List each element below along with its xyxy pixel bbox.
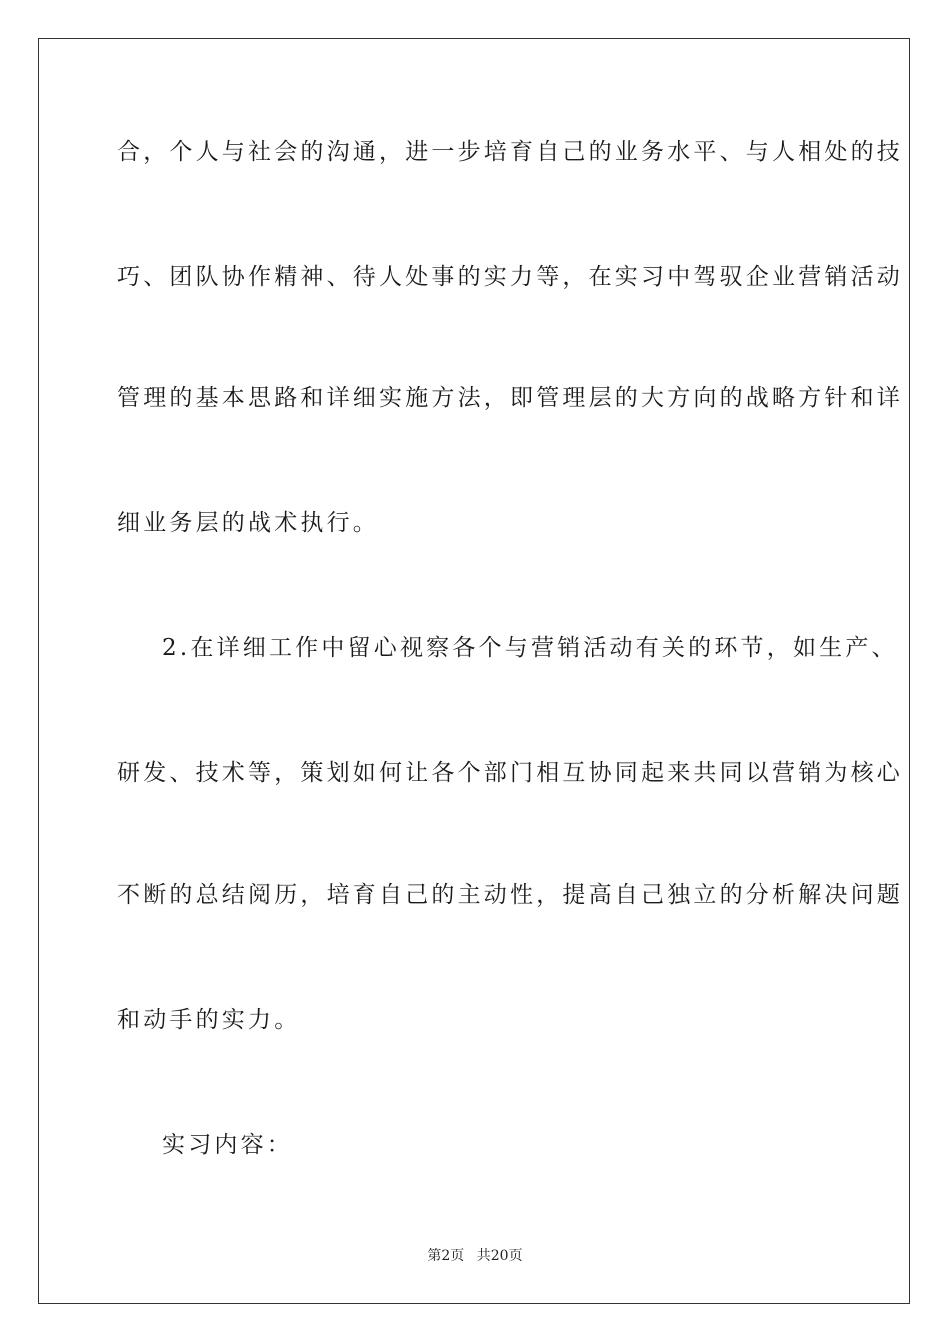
paragraph-line: 研发、技术等，策划如何让各个部门相互协同起来共同以营销为核心 bbox=[117, 760, 903, 786]
paragraph-line: 管理的基本思路和详细实施方法，即管理层的大方向的战略方针和详 bbox=[117, 385, 903, 411]
page-number: 第2页 bbox=[427, 1248, 465, 1264]
paragraph-line: 和动手的实力。 bbox=[117, 1007, 301, 1033]
page-footer bbox=[0, 1246, 950, 1266]
paragraph-line: 细业务层的战术执行。 bbox=[117, 510, 379, 536]
section-heading: 实习内容： bbox=[162, 1132, 293, 1158]
page-border bbox=[38, 38, 910, 1304]
paragraph-line: 2.在详细工作中留心视察各个与营销活动有关的环节，如生产、 bbox=[162, 635, 898, 661]
page-total: 共20页 bbox=[476, 1248, 523, 1264]
paragraph-line: 巧、团队协作精神、待人处事的实力等，在实习中驾驭企业营销活动 bbox=[117, 264, 903, 290]
paragraph-line: 合，个人与社会的沟通，进一步培育自己的业务水平、与人相处的技 bbox=[117, 139, 903, 165]
paragraph-line: 不断的总结阅历，培育自己的主动性，提高自己独立的分析解决问题 bbox=[117, 882, 903, 908]
